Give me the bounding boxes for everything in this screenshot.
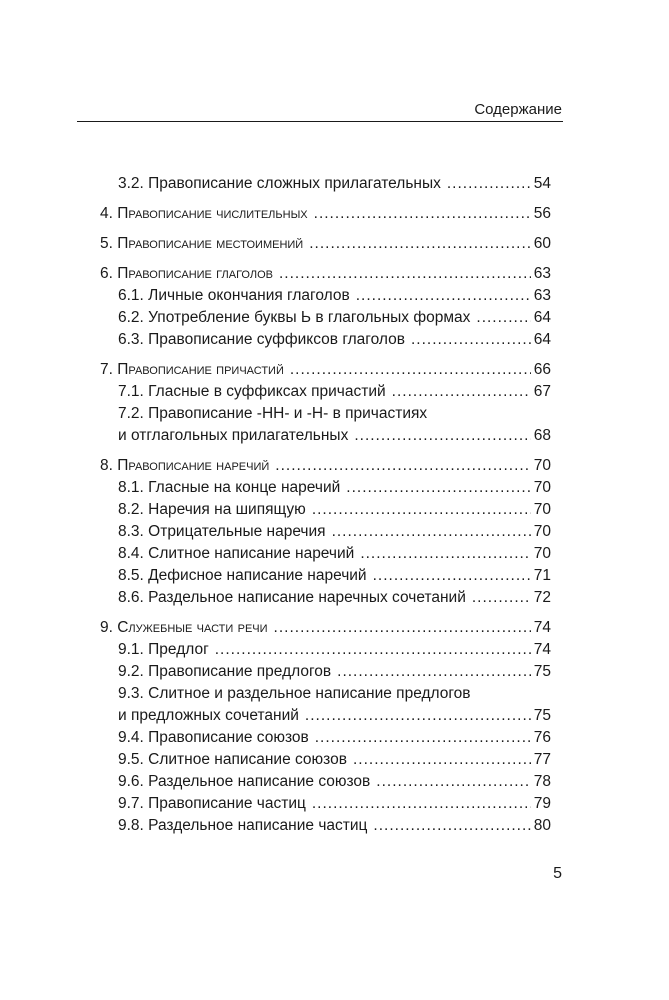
toc-entry-title: 6.2. Употребление буквы Ь в глагольных формах [118, 309, 471, 326]
toc-entry [100, 661, 551, 683]
toc-leader [447, 173, 531, 195]
toc-entry-title: 8.2. Наречия на шипящую [118, 501, 306, 518]
toc-leader [305, 705, 531, 727]
toc-entry-title: 9.7. Правописание частиц [118, 795, 306, 812]
toc-leader [346, 477, 530, 499]
toc-entry-page: 70 [533, 479, 551, 496]
page-number: 5 [553, 865, 562, 882]
toc-entry-title: 7. Правописание причастий [100, 361, 284, 378]
toc-entry [100, 285, 551, 307]
toc-entry-title: 8.4. Слитное написание наречий [118, 545, 355, 562]
toc-entry-chapter [100, 359, 551, 381]
toc-entry-page: 63 [533, 265, 551, 282]
toc-entry-title: 7.1. Гласные в суффиксах причастий [118, 383, 386, 400]
toc-entry-chapter [100, 233, 551, 255]
toc-entry-title: 9.1. Предлог [118, 641, 209, 658]
toc-entry [100, 793, 551, 815]
toc-entry-page: 64 [533, 309, 551, 326]
toc-entry-page: 67 [533, 383, 551, 400]
toc-leader [315, 727, 531, 749]
toc-entry [100, 749, 551, 771]
toc-entry [100, 307, 551, 329]
toc-entry-page: 75 [533, 663, 551, 680]
toc-entry-page: 75 [533, 707, 551, 724]
toc-entry [100, 477, 551, 499]
toc-entry-title: 9. Служебные части речи [100, 619, 268, 636]
toc-leader [360, 543, 530, 565]
toc-leader [279, 263, 531, 285]
toc-entry-title-line1: 9.3. Слитное и раздельное написание предлогов [118, 685, 471, 702]
toc-entry-chapter [100, 263, 551, 285]
toc-entry-chapter [100, 617, 551, 639]
toc-entry [100, 771, 551, 793]
toc-leader [476, 307, 530, 329]
toc-entry [100, 499, 551, 521]
toc-entry-page: 78 [533, 773, 551, 790]
toc-entry-title: 8.5. Дефисное написание наречий [118, 567, 367, 584]
toc-leader [312, 793, 531, 815]
toc-entry-title: 8.1. Гласные на конце наречий [118, 479, 341, 496]
toc-entry-title: 9.8. Раздельное написание частиц [118, 817, 368, 834]
toc-leader [312, 499, 531, 521]
toc-entry-title: 6.1. Личные окончания глаголов [118, 287, 350, 304]
toc-entry-title-line1: 7.2. Правописание -НН- и -Н- в причастиях [118, 405, 428, 422]
toc-entry-title: 8.3. Отрицательные наречия [118, 523, 326, 540]
toc-leader [337, 661, 531, 683]
toc-entry [100, 565, 551, 587]
toc-leader [373, 565, 531, 587]
toc-entry-page: 54 [533, 175, 551, 192]
toc-entry [100, 173, 551, 195]
toc-entry [100, 329, 551, 351]
toc-leader [309, 233, 531, 255]
toc-entry-title: и предложных сочетаний [118, 707, 299, 724]
toc-entry [100, 521, 551, 543]
toc-leader [472, 587, 531, 609]
toc-entry [100, 705, 551, 727]
running-header: Содержание [474, 101, 562, 118]
toc-leader [274, 617, 531, 639]
toc-entry [100, 425, 551, 447]
toc-entry-title: 5. Правописание местоимений [100, 235, 304, 252]
toc-entry-page: 71 [533, 567, 551, 584]
toc-entry-page: 60 [533, 235, 551, 252]
header-rule [77, 121, 563, 122]
toc-entry-page: 56 [533, 205, 551, 222]
toc-leader [275, 455, 530, 477]
toc-entry-page: 70 [533, 457, 551, 474]
toc-leader [354, 425, 530, 447]
toc-leader [392, 381, 531, 403]
toc-entry-page: 79 [533, 795, 551, 812]
toc-leader [290, 359, 531, 381]
toc-leader [353, 749, 531, 771]
toc-entry-chapter [100, 203, 551, 225]
table-of-contents [100, 173, 551, 837]
toc-entry-page: 70 [533, 545, 551, 562]
toc-leader [356, 285, 531, 307]
toc-entry-chapter [100, 455, 551, 477]
toc-entry-title: 4. Правописание числительных [100, 205, 308, 222]
toc-entry [100, 587, 551, 609]
toc-entry-page: 68 [533, 427, 551, 444]
toc-leader [373, 815, 530, 837]
toc-entry [100, 381, 551, 403]
toc-leader [332, 521, 531, 543]
toc-entry-title: 6. Правописание глаголов [100, 265, 273, 282]
toc-entry-page: 64 [533, 331, 551, 348]
toc-entry-page: 66 [533, 361, 551, 378]
toc-entry-title: 9.4. Правописание союзов [118, 729, 309, 746]
toc-entry-page: 76 [533, 729, 551, 746]
toc-entry-page: 80 [533, 817, 551, 834]
toc-entry-title: 9.2. Правописание предлогов [118, 663, 332, 680]
toc-entry-title: 6.3. Правописание суффиксов глаголов [118, 331, 405, 348]
toc-leader [411, 329, 531, 351]
toc-entry-page: 63 [533, 287, 551, 304]
toc-entry-page: 70 [533, 523, 551, 540]
toc-entry [100, 815, 551, 837]
toc-entry-title: 3.2. Правописание сложных прилагательных [118, 175, 441, 192]
toc-entry [100, 727, 551, 749]
toc-entry [100, 639, 551, 661]
toc-leader [314, 203, 531, 225]
toc-leader [215, 639, 531, 661]
toc-entry [100, 543, 551, 565]
toc-entry-title: 9.6. Раздельное написание союзов [118, 773, 371, 790]
toc-entry-title: 8.6. Раздельное написание наречных сочетаний [118, 589, 466, 606]
toc-entry-page: 77 [533, 751, 551, 768]
toc-entry-page: 72 [533, 589, 551, 606]
toc-entry-page: 74 [533, 641, 551, 658]
toc-entry-title: 8. Правописание наречий [100, 457, 270, 474]
toc-entry-page: 74 [533, 619, 551, 636]
toc-entry-title: и отглагольных прилагательных [118, 427, 349, 444]
toc-leader [376, 771, 530, 793]
toc-entry-page: 70 [533, 501, 551, 518]
toc-entry-title: 9.5. Слитное написание союзов [118, 751, 347, 768]
